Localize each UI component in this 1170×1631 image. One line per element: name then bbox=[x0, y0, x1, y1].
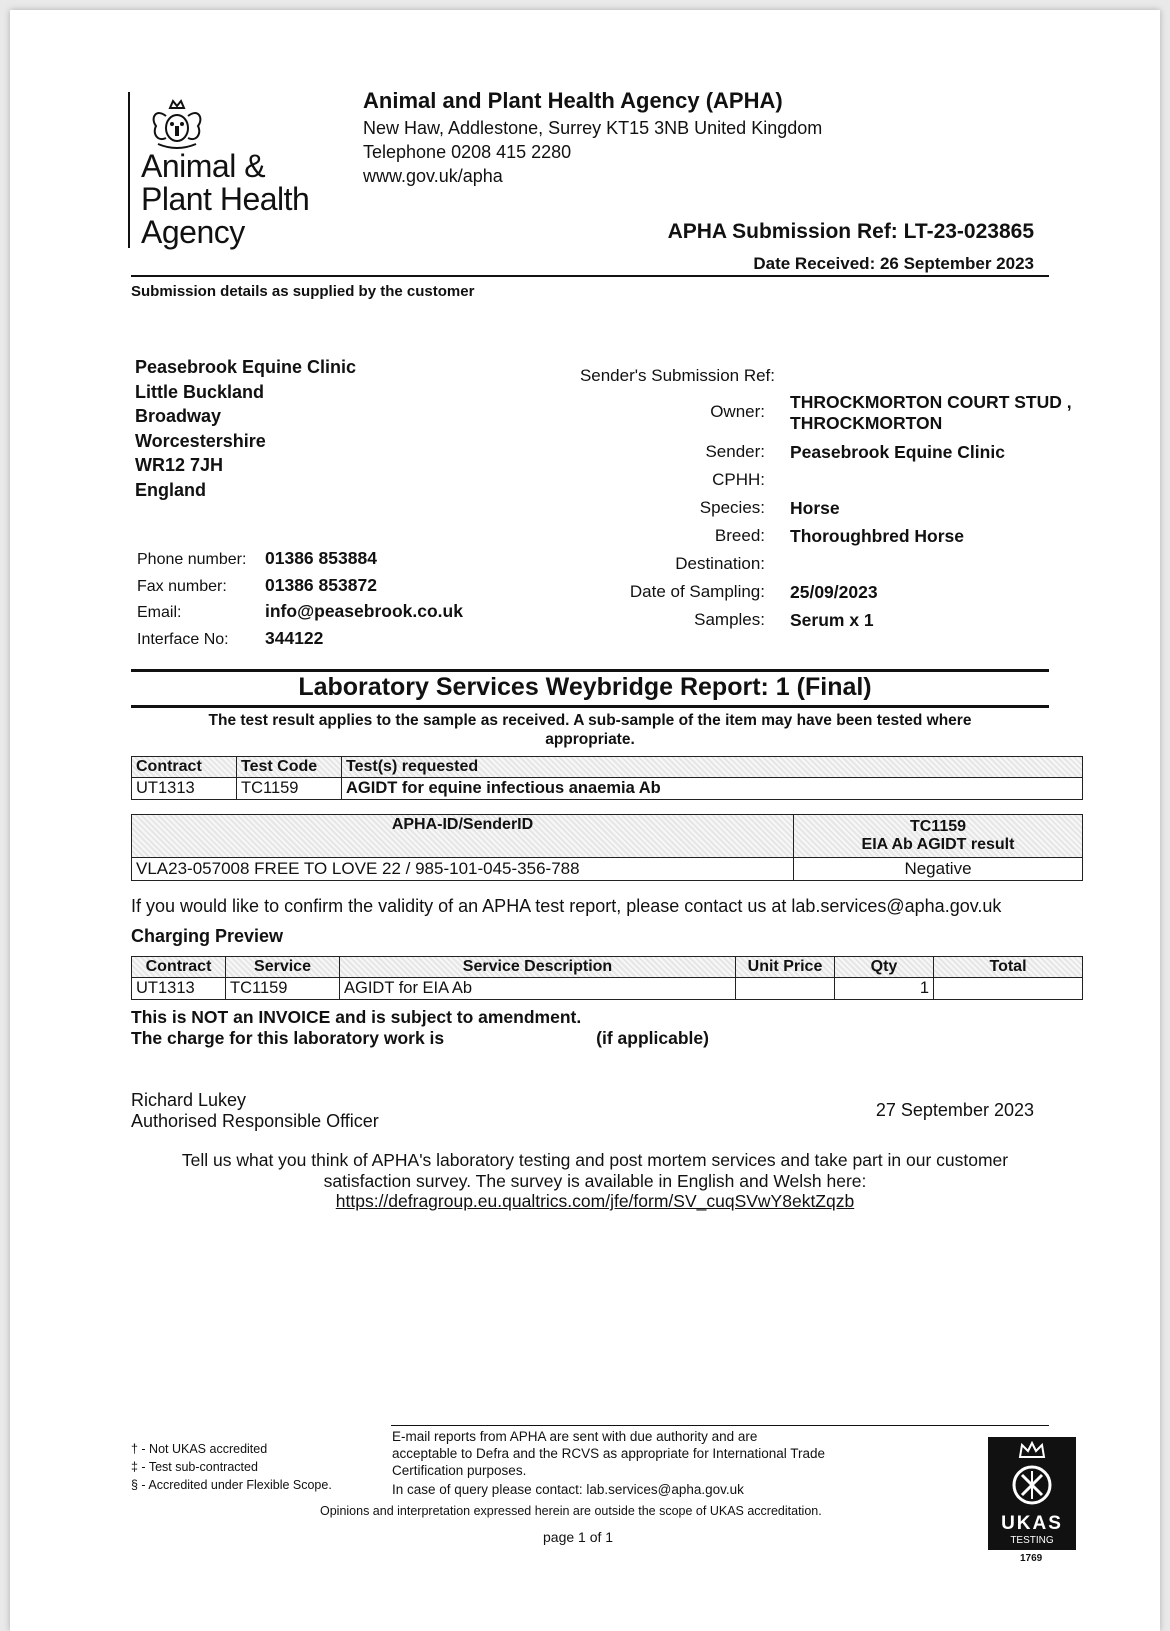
sender-value: Peasebrook Equine Clinic bbox=[790, 442, 1005, 462]
legend-item: † - Not UKAS accredited bbox=[131, 1442, 268, 1456]
sender-label: Sender: bbox=[705, 442, 765, 461]
table-cell: 1 bbox=[835, 978, 934, 1000]
sample-id-cell: VLA23-057008 FREE TO LOVE 22 / 985-101-045-356-788 bbox=[132, 858, 794, 881]
contact-label: Fax number: bbox=[137, 577, 227, 595]
charge-line bbox=[131, 1028, 709, 1049]
result-cell: Negative bbox=[794, 858, 1083, 881]
column-header: Test Code bbox=[237, 757, 342, 778]
customer-address bbox=[135, 355, 356, 502]
email-note-line: E-mail reports from APHA are sent with due authority and are bbox=[392, 1429, 758, 1444]
tests-table bbox=[131, 756, 1083, 800]
column-header: Test(s) requested bbox=[342, 757, 1083, 778]
column-header: Total bbox=[934, 957, 1083, 978]
column-header: Contract bbox=[132, 957, 226, 978]
table-cell: TC1159 bbox=[237, 778, 342, 800]
email-note-line: Certification purposes. bbox=[392, 1463, 527, 1478]
table-header-row bbox=[132, 815, 1083, 858]
survey-line: Tell us what you think of APHA's laboratory testing and post mortem services and take part in our customer bbox=[181, 1150, 1009, 1170]
table-row bbox=[132, 778, 1083, 800]
table-cell: TC1159 bbox=[226, 978, 340, 1000]
legend-item: § - Accredited under Flexible Scope. bbox=[131, 1478, 332, 1492]
page-number: page 1 of 1 bbox=[543, 1529, 614, 1545]
contact-row bbox=[137, 599, 463, 626]
customer-contact bbox=[137, 546, 463, 652]
samples-value: Serum x 1 bbox=[790, 610, 874, 630]
legend-item: ‡ - Test sub-contracted bbox=[131, 1460, 258, 1474]
signatory-title: Authorised Responsible Officer bbox=[131, 1111, 379, 1131]
report-top-rule bbox=[131, 669, 1049, 672]
id-column-header: APHA-ID/SenderID bbox=[132, 815, 794, 858]
footer-opinions: Opinions and interpretation expressed herein are outside the scope of UKAS accreditation. bbox=[320, 1504, 822, 1518]
charge-text: The charge for this laboratory work is bbox=[131, 1028, 445, 1048]
contact-row bbox=[137, 626, 463, 653]
table-cell: UT1313 bbox=[132, 778, 237, 800]
destination-label: Destination: bbox=[675, 554, 765, 573]
address-line: Broadway bbox=[135, 406, 222, 426]
footer-email-note bbox=[392, 1428, 825, 1498]
column-header: Service Description bbox=[340, 957, 736, 978]
contact-label: Phone number: bbox=[137, 551, 247, 568]
owner-label: Owner: bbox=[710, 402, 765, 421]
table-row bbox=[132, 858, 1083, 881]
table-row bbox=[132, 978, 1083, 1000]
header-divider bbox=[131, 275, 1049, 277]
contact-label: Email: bbox=[137, 604, 182, 621]
contact-label: Interface No: bbox=[137, 630, 229, 648]
report-page bbox=[10, 10, 1160, 1631]
contact-row bbox=[137, 573, 463, 600]
ukas-number: 1769 bbox=[1020, 1553, 1043, 1564]
table-cell bbox=[934, 978, 1083, 1000]
table-header-row bbox=[132, 957, 1083, 978]
contact-value: 01386 853884 bbox=[265, 548, 377, 568]
org-telephone: Telephone 0208 415 2280 bbox=[363, 142, 572, 162]
if-applicable-text: (if applicable) bbox=[596, 1028, 709, 1048]
column-header: Qty bbox=[835, 957, 934, 978]
email-note-line: acceptable to Defra and the RCVS as appropriate for International Trade bbox=[392, 1446, 826, 1461]
survey-line: satisfaction survey. The survey is available in English and Welsh here: bbox=[323, 1170, 867, 1191]
species-label: Species: bbox=[699, 498, 765, 517]
org-address: New Haw, Addlestone, Surrey KT15 3NB United Kingdom bbox=[363, 118, 823, 138]
signatory bbox=[131, 1090, 379, 1132]
species-value: Horse bbox=[790, 498, 840, 518]
royal-crest-icon bbox=[142, 96, 212, 152]
owner-value-cont: THROCKMORTON bbox=[790, 413, 943, 433]
breed-label: Breed: bbox=[714, 526, 765, 545]
owner-value: THROCKMORTON COURT STUD , bbox=[790, 392, 1072, 412]
ukas-sub: TESTING bbox=[1010, 1535, 1054, 1546]
logo-line: Animal & bbox=[141, 148, 266, 184]
senders-ref-label: Sender's Submission Ref: bbox=[579, 366, 775, 385]
notice-line: The test result applies to the sample as received. A sub-sample of the item may have been tested where bbox=[208, 712, 972, 729]
cphh-label: CPHH: bbox=[712, 470, 765, 489]
contact-row bbox=[137, 546, 463, 573]
samples-label: Samples: bbox=[694, 610, 765, 629]
address-line: Peasebrook Equine Clinic bbox=[135, 357, 357, 377]
column-header: Service bbox=[226, 957, 340, 978]
submission-details-heading: Submission details as supplied by the customer bbox=[131, 283, 475, 300]
address-line: Worcestershire bbox=[135, 430, 266, 451]
date-received: Date Received: 26 September 2023 bbox=[753, 254, 1034, 273]
validity-confirm-text: If you would like to confirm the validity of an APHA test report, please contact us at lab.services@apha.gov.uk bbox=[131, 896, 1002, 916]
invoice-notice bbox=[131, 1007, 709, 1049]
table-header-row bbox=[132, 757, 1083, 778]
survey-text bbox=[130, 1150, 1060, 1212]
table-cell: AGIDT for EIA Ab bbox=[340, 978, 736, 1000]
table-cell: UT1313 bbox=[132, 978, 226, 1000]
notice-line: appropriate. bbox=[545, 731, 635, 748]
address-line: WR12 7JH bbox=[135, 455, 224, 475]
address-line: England bbox=[135, 479, 206, 500]
survey-link[interactable]: https://defragroup.eu.qualtrics.com/jfe/form/SV_cuqSVwY8ektZqzb bbox=[335, 1191, 855, 1211]
footer-legend bbox=[131, 1440, 332, 1494]
logo-bar bbox=[128, 92, 130, 248]
query-contact: In case of query please contact: lab.services@apha.gov.uk bbox=[392, 1482, 744, 1497]
report-title: Laboratory Services Weybridge Report: 1 (Final) bbox=[298, 673, 872, 701]
column-header: Contract bbox=[132, 757, 237, 778]
signatory-name: Richard Lukey bbox=[131, 1090, 247, 1110]
signature-date: 27 September 2023 bbox=[875, 1100, 1034, 1120]
ukas-mark bbox=[988, 1437, 1076, 1550]
sampling-date-value: 25/09/2023 bbox=[790, 582, 878, 602]
column-header: Unit Price bbox=[736, 957, 835, 978]
logo-line: Agency bbox=[141, 214, 245, 250]
result-header-text: EIA Ab AGIDT result bbox=[861, 836, 1015, 853]
charging-table bbox=[131, 956, 1083, 1000]
breed-value: Thoroughbred Horse bbox=[790, 526, 965, 546]
contact-value: 01386 853872 bbox=[265, 574, 377, 595]
address-line: Little Buckland bbox=[135, 381, 265, 402]
charging-preview-heading: Charging Preview bbox=[131, 926, 284, 946]
org-name: Animal and Plant Health Agency (APHA) bbox=[363, 88, 783, 113]
sampling-date-label: Date of Sampling: bbox=[629, 582, 765, 601]
contact-value: 344122 bbox=[265, 627, 324, 648]
agency-logo-text bbox=[141, 150, 309, 249]
table-cell: AGIDT for equine infectious anaemia Ab bbox=[342, 778, 1083, 800]
submission-ref: APHA Submission Ref: LT-23-023865 bbox=[667, 220, 1034, 243]
ukas-crown-icon bbox=[988, 1437, 1076, 1509]
report-bottom-rule bbox=[131, 705, 1049, 708]
ukas-label: UKAS bbox=[1001, 1513, 1063, 1534]
result-column-header bbox=[794, 815, 1083, 858]
table-cell bbox=[736, 978, 835, 1000]
logo-line: Plant Health bbox=[141, 181, 310, 217]
result-header-code: TC1159 bbox=[909, 818, 967, 835]
contact-value[interactable]: info@peasebrook.co.uk bbox=[265, 601, 463, 621]
not-invoice-text: This is NOT an INVOICE and is subject to amendment. bbox=[131, 1007, 582, 1027]
footer-rule bbox=[391, 1425, 1049, 1426]
org-website[interactable]: www.gov.uk/apha bbox=[363, 166, 503, 186]
result-notice bbox=[160, 711, 1020, 749]
results-table bbox=[131, 814, 1083, 881]
